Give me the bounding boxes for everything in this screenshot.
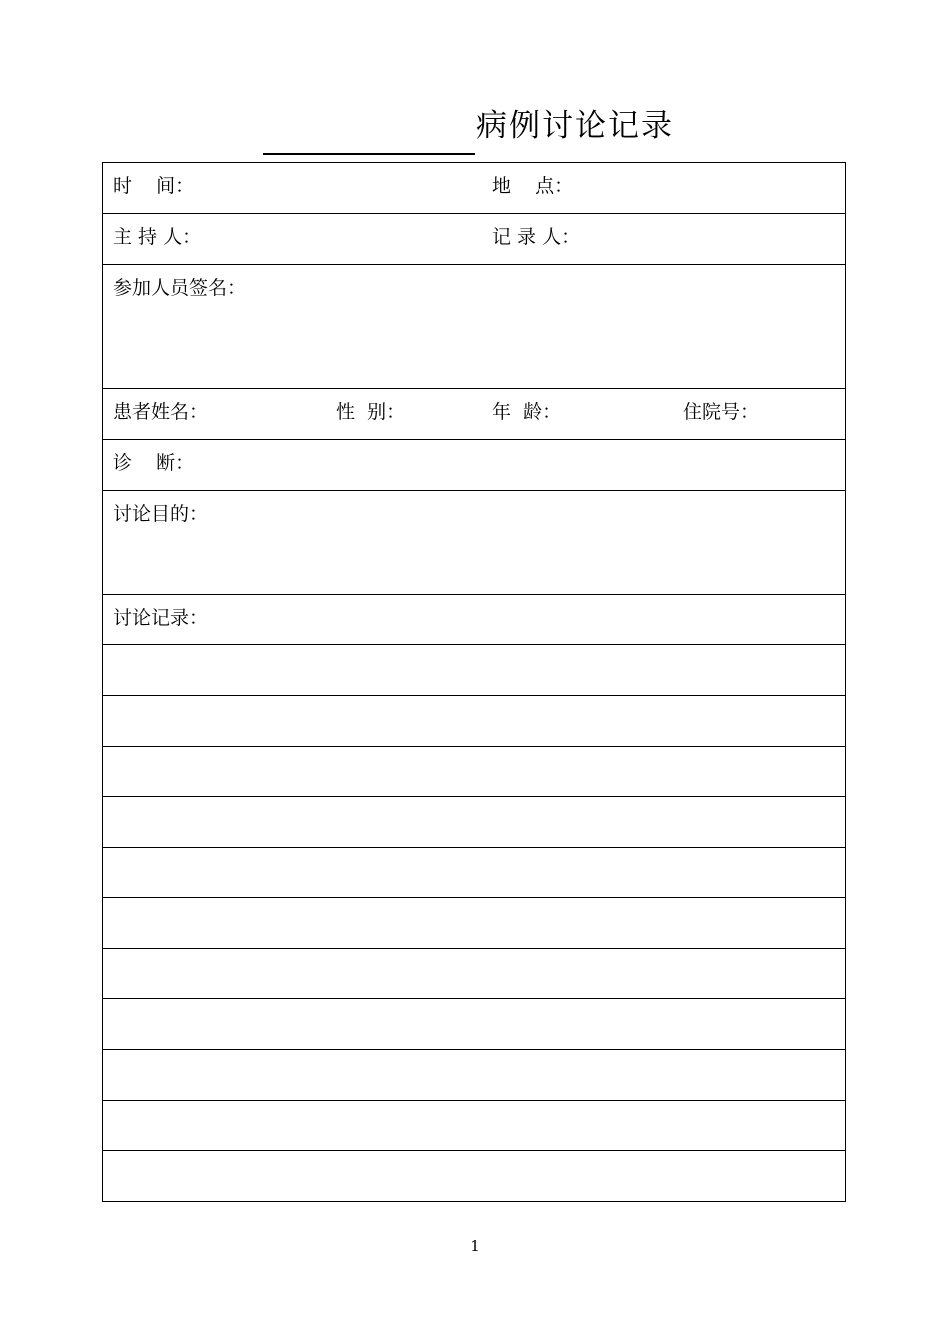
record-label: 讨论记录： xyxy=(113,607,209,629)
record-line[interactable] xyxy=(103,848,845,898)
record-line[interactable] xyxy=(103,949,845,999)
row-diagnosis xyxy=(103,440,845,491)
record-line[interactable] xyxy=(103,1151,845,1202)
page-title: 病例讨论记录 xyxy=(476,108,674,144)
record-line[interactable] xyxy=(103,1101,845,1151)
row-time-place xyxy=(103,163,845,214)
row-purpose xyxy=(103,491,845,595)
record-line[interactable] xyxy=(103,797,845,848)
record-line[interactable] xyxy=(103,645,845,696)
diagnosis-label: 诊 断： xyxy=(113,452,195,474)
discussion-form xyxy=(102,162,846,1202)
row-record xyxy=(103,595,845,645)
host-label: 主 持 人： xyxy=(113,226,202,248)
participants-label: 参加人员签名： xyxy=(113,277,247,299)
record-line[interactable] xyxy=(103,1050,845,1101)
age-label: 年 龄： xyxy=(492,401,562,423)
row-host-recorder xyxy=(103,214,845,265)
place-label: 地 点： xyxy=(492,175,574,197)
time-label: 时 间： xyxy=(113,175,195,197)
hospital-number-label: 住院号： xyxy=(683,401,760,423)
record-line[interactable] xyxy=(103,696,845,747)
row-participants xyxy=(103,265,845,389)
purpose-label: 讨论目的： xyxy=(113,503,209,525)
recorder-label: 记 录 人： xyxy=(492,226,581,248)
gender-label: 性 别： xyxy=(336,401,406,423)
record-line[interactable] xyxy=(103,747,845,797)
page-number: 1 xyxy=(470,1237,480,1255)
row-patient-info xyxy=(103,389,845,440)
patient-name-label: 患者姓名： xyxy=(113,401,209,423)
title-blank-line[interactable] xyxy=(263,153,475,155)
record-line[interactable] xyxy=(103,999,845,1050)
record-line[interactable] xyxy=(103,898,845,949)
